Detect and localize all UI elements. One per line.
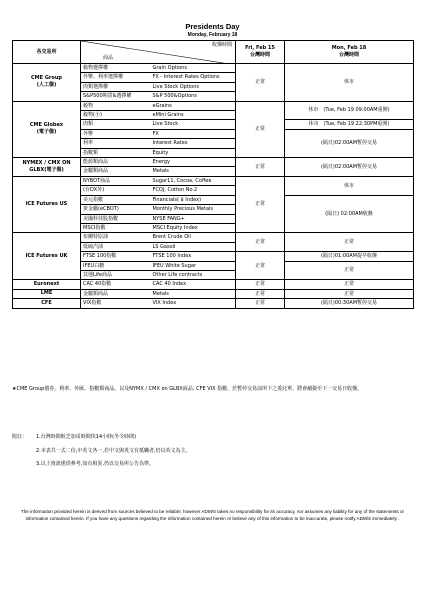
table-row [13,233,414,242]
product-cn: 肉類選擇權 [81,82,151,91]
day2-status: 休市 [285,176,414,195]
exchange-cell: Euronext [13,280,81,289]
product-en: Other Life contracts [151,270,236,279]
header-date1-sub: 台灣時間 [249,52,270,58]
exchange-cell: NYMEX / CMX ON GLBX(電子盤) [13,158,81,177]
product-cn: S&P500期貨&選擇權 [81,92,151,101]
table-row [13,280,414,289]
product-cn: FTSE 100指數 [81,252,151,261]
product-cn: 金屬類商品 [81,167,151,176]
header-date1 [236,41,285,64]
product-cn: 黃金屬(eCBOT) [81,205,151,214]
product-cn: 肉類 [81,120,151,129]
product-cn: 穀物(小) [81,111,151,120]
product-cn: 穀物 [81,101,151,110]
page-subtitle: Monday, February 18 [187,32,238,38]
day2-status: (隔日) 02:00AM收盤 [285,195,414,233]
product-en: Monthly Precious Metals [151,205,236,214]
table-header-row [13,41,414,64]
table-row [13,289,414,298]
table-row [13,299,414,308]
product-en: Equity [151,148,236,157]
appendix-items [36,434,191,469]
page-title: Presidents Day [185,22,240,31]
product-en: Grain Options [151,64,236,73]
product-cn: NYBOT商品 [81,176,151,185]
day1-status: 正常 [236,64,285,102]
appendix-item: 3.以上資訊僅供參考,如有相異,仍以交易所公告為準。 [36,461,154,467]
product-en: Brent Crude Oil [151,233,236,242]
product-cn: (台DX外) [81,186,151,195]
table-row [13,176,414,185]
appendix [12,434,413,467]
product-en: Energy [151,158,236,167]
exchange-cell: ICE Futures US [13,176,81,232]
table-row [13,101,414,110]
header-product-time [81,41,236,64]
day1-status: 正常 [236,289,285,298]
product-en: Sugar11, Cocoa, Coffee [151,176,236,185]
appendix-item: 1.台灣時間較芝加哥時間快14小時(冬令時間) [36,434,137,440]
header-exchange: 各交易所 [13,41,81,64]
header-trade-time: 收盤時間 [211,42,232,48]
disclaimer: The information provided herein is derived from sources believed to be reliable; however ADM/S takes no responsibility for its accuracy, nor assumes any liability for any of the statements or information contained herein. If you have any questions regarding the information contained herein or believe any of this information to be inaccurate, please notify ADM/S immediately . [20,509,405,521]
product-en: FCOJ, Cotton No.2 [151,186,236,195]
product-cn: 外幣 [81,129,151,138]
exchange-cell: CME Globex (電子盤) [13,101,81,157]
day1-status: 正常 [236,280,285,289]
day1-status: 正常 [236,176,285,232]
header-date2-label: Mon, Feb 18 [331,45,367,51]
day2-status: 正常 [285,289,414,298]
product-cn: 指數類 [81,148,151,157]
product-cn: VIX指數 [81,299,151,308]
holiday-schedule-table [12,40,414,309]
header-date2-sub: 台灣時間 [338,52,359,58]
table-row [13,64,414,73]
header-date1-label: Fri, Feb 15 [245,45,275,51]
day1-status: 正常 [236,252,285,280]
day1-status: 正常 [236,101,285,157]
table-row [13,158,414,167]
day2-status: (隔日)02:00AM暫停交易 [285,158,414,177]
day2-status: (隔日)02:00AM暫停交易 [285,129,414,157]
product-cn: 穀物選擇權 [81,64,151,73]
day1-status: 正常 [236,233,285,252]
exchange-cell: CFE [13,299,81,308]
day2-status: 休市 [285,64,414,102]
product-en: MSCI Equity Index [151,223,236,232]
product-en: Metals [151,167,236,176]
product-en: Financials( $ Index) [151,195,236,204]
appendix-item: 2.本表共一式二份,中英文各一,若中文與英文有抵觸者,仍以英文為主。 [36,447,191,454]
product-cn: 金屬類商品 [81,289,151,298]
exchange-cell: ICE Futures UK [13,233,81,280]
product-en: S&P 500&Options [151,92,236,101]
exchange-cell: LME [13,289,81,298]
product-en: VIX Index [151,299,236,308]
day2-status: 正常 [285,261,414,280]
appendix-label: 附註： [12,434,28,440]
product-en: FX [151,129,236,138]
product-cn: 利率 [81,139,151,148]
day2-status: (隔日)01:00AM提早收盤 [285,252,414,261]
product-cn: 其他Life商品 [81,270,151,279]
product-cn: MSCI指數 [81,223,151,232]
product-en: FX - Interest Rates Options [151,73,236,82]
product-en: CAC 40 Index [151,280,236,289]
day2-status: 休市 (Tue, Feb 19 09:00AM重開) [285,101,414,120]
product-cn: 布蘭特原油 [81,233,151,242]
product-cn: 低硫汽油 [81,242,151,251]
product-en: eGrains [151,101,236,110]
product-en: NYSE FANG+ [151,214,236,223]
exchange-cell: CME Group (人工盤) [13,64,81,102]
product-en: Live Stock [151,120,236,129]
product-cn: IFEU白糖 [81,261,151,270]
product-en: Live Stock Options [151,82,236,91]
day2-status: 休市 (Tue, Feb 19 22:30PM重開) [285,120,414,129]
product-cn: 美元指數 [81,195,151,204]
product-cn: 外幣、利率選擇權 [81,73,151,82]
day2-status: 正常 [285,233,414,252]
product-en: Interest Rates [151,139,236,148]
day1-status: 正常 [236,299,285,308]
product-cn: 美國科技股指數 [81,214,151,223]
product-en: LS Gasoil [151,242,236,251]
product-cn: CAC 40指數 [81,280,151,289]
product-en: FTSE 100 Index [151,252,236,261]
header-product: 商品 [103,55,114,61]
header-date2 [285,41,414,64]
day2-status: 正常 [285,280,414,289]
day1-status: 正常 [236,158,285,177]
product-en: eMini Grains [151,111,236,120]
product-en: IFEU White Sugar [151,261,236,270]
product-cn: 能源類商品 [81,158,151,167]
product-en: Metals [151,289,236,298]
day2-status: (隔日)00:30AM暫停交易 [285,299,414,308]
notice-text: ★CME Group債券、利率、外匯、指數類商品，以及NYMX / CMX on GLBX商品; CFE VIX 指數，於暫停交易前所下之委託單，將會續掛至下一交易日收盤。 [12,386,363,392]
